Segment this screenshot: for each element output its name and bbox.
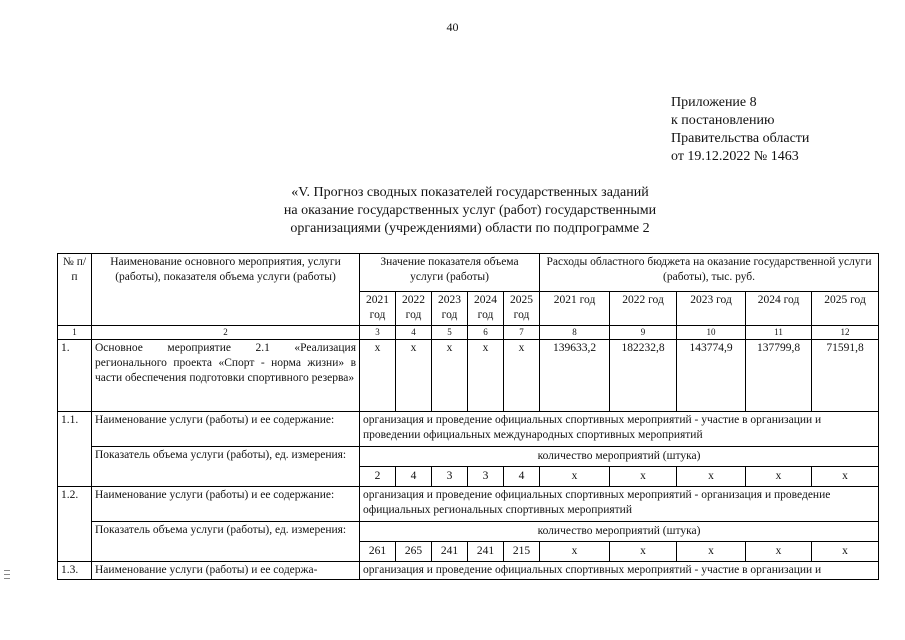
expense-cell: x [677, 467, 746, 487]
header-name: Наименование основного мероприятия, услуги (работы), показателя объема услуги (работы) [92, 254, 360, 326]
col-index: 7 [504, 326, 540, 340]
header-value-year: 2024 год [468, 292, 504, 326]
row-num: 1. [58, 340, 92, 412]
header-value-year: 2023 год [432, 292, 468, 326]
header-expense-year: 2023 год [677, 292, 746, 326]
col-index: 12 [812, 326, 879, 340]
appendix-line: Приложение 8 [671, 95, 757, 110]
col-index: 1 [58, 326, 92, 340]
indicator-label: Показатель объема услуги (работы), ед. измерения: [92, 522, 360, 562]
row-num: 1.2. [58, 487, 92, 562]
value-cell: x [360, 340, 396, 412]
expense-cell: x [812, 542, 879, 562]
indicator-label: Показатель объема услуги (работы), ед. измерения: [92, 447, 360, 487]
header-expense-year: 2021 год [540, 292, 610, 326]
value-cell: x [396, 340, 432, 412]
expense-cell: x [746, 542, 812, 562]
value-cell: 2 [360, 467, 396, 487]
value-cell: 215 [504, 542, 540, 562]
value-cell: 241 [468, 542, 504, 562]
expense-cell: 137799,8 [746, 340, 812, 412]
expense-cell: x [610, 467, 677, 487]
row-num: 1.3. [58, 562, 92, 580]
appendix-line: от 19.12.2022 № 1463 [671, 149, 799, 164]
value-cell: 4 [396, 467, 432, 487]
main-activity-name: Основное мероприятие 2.1 «Реализация регионального проекта «Спорт - норма жизни» в части обеспечения подготовки спортивного резерва» [92, 340, 360, 412]
col-index: 10 [677, 326, 746, 340]
col-index: 11 [746, 326, 812, 340]
col-index: 3 [360, 326, 396, 340]
col-index: 2 [92, 326, 360, 340]
col-index: 9 [610, 326, 677, 340]
service-text: организация и проведение официальных спортивных мероприятий - участие в организации и проведении официальных международных спортивных мероприятий [360, 412, 879, 447]
header-num: № п/п [58, 254, 92, 326]
header-value-year: 2021 год [360, 292, 396, 326]
col-index: 5 [432, 326, 468, 340]
expense-cell: 182232,8 [610, 340, 677, 412]
indicator-unit: количество мероприятий (штука) [360, 522, 879, 542]
expense-cell: 139633,2 [540, 340, 610, 412]
expense-cell: 143774,9 [677, 340, 746, 412]
value-cell: 4 [504, 467, 540, 487]
page-number: 40 [446, 20, 459, 34]
value-cell: 261 [360, 542, 396, 562]
header-value-group: Значение показателя объема услуги (работы) [360, 254, 540, 292]
expense-cell: x [540, 542, 610, 562]
expense-cell: x [677, 542, 746, 562]
title-line: организациями (учреждениями) области по подпрограмме 2 [290, 221, 650, 236]
document-title [250, 184, 690, 238]
appendix-block [671, 94, 809, 166]
appendix-line: к постановлению [671, 113, 775, 128]
header-expense-group: Расходы областного бюджета на оказание государственной услуги (работы), тыс. руб. [540, 254, 879, 292]
expense-cell: x [746, 467, 812, 487]
expense-cell: 71591,8 [812, 340, 879, 412]
expense-cell: x [812, 467, 879, 487]
value-cell: 3 [468, 467, 504, 487]
header-expense-year: 2025 год [812, 292, 879, 326]
indicator-unit: количество мероприятий (штука) [360, 447, 879, 467]
forecast-table [57, 253, 879, 580]
value-cell: 3 [432, 467, 468, 487]
header-value-year: 2022 год [396, 292, 432, 326]
col-index: 6 [468, 326, 504, 340]
expense-cell: x [610, 542, 677, 562]
col-index: 4 [396, 326, 432, 340]
value-cell: x [432, 340, 468, 412]
service-label: Наименование услуги (работы) и ее содержание: [92, 487, 360, 522]
appendix-line: Правительства области [671, 131, 810, 146]
value-cell: 265 [396, 542, 432, 562]
header-expense-year: 2024 год [746, 292, 812, 326]
title-line: на оказание государственных услуг (работ) государственными [283, 203, 657, 218]
service-text: организация и проведение официальных спортивных мероприятий - участие в организации и [360, 562, 879, 580]
col-index: 8 [540, 326, 610, 340]
margin-mark [4, 574, 10, 575]
service-label: Наименование услуги (работы) и ее содержание: [92, 412, 360, 447]
row-num: 1.1. [58, 412, 92, 487]
service-label: Наименование услуги (работы) и ее содержа- [92, 562, 360, 580]
title-line: «V. Прогноз сводных показателей государственных заданий [291, 185, 649, 200]
value-cell: x [504, 340, 540, 412]
value-cell: x [468, 340, 504, 412]
value-cell: 241 [432, 542, 468, 562]
header-expense-year: 2022 год [610, 292, 677, 326]
margin-mark [4, 578, 10, 579]
margin-mark [4, 570, 10, 571]
header-value-year: 2025 год [504, 292, 540, 326]
service-text: организация и проведение официальных спортивных мероприятий - организация и проведение официальных региональных спортивных мероприятий [360, 487, 879, 522]
expense-cell: x [540, 467, 610, 487]
